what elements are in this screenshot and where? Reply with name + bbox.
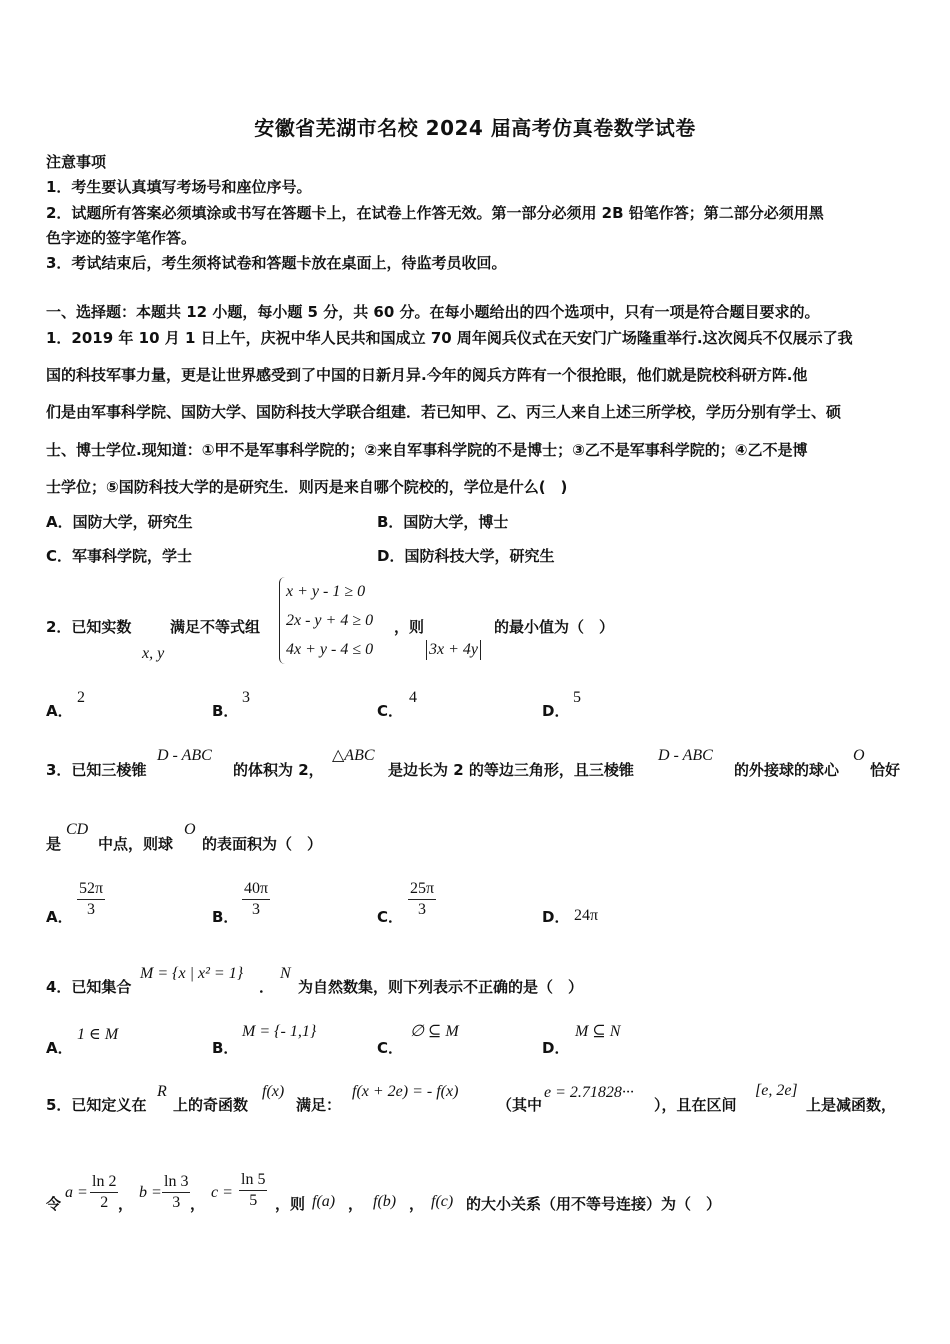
q3-segment: CD (66, 821, 89, 838)
q4-option-c-label: C． (377, 1039, 404, 1057)
q4-option-a-value: 1 ∈ M (77, 1026, 119, 1043)
q1-option-a: A．国防大学，研究生 (46, 513, 193, 531)
q2-abs-expression: 3x + 4y (426, 640, 481, 660)
q3-pyramid-2: D - ABC (658, 747, 713, 764)
q2-option-a-value: 2 (77, 689, 85, 706)
q4-option-d-label: D． (542, 1039, 570, 1057)
q2-inequality-system (279, 577, 373, 664)
q1-line: 士学位；⑤国防科技大学的是研究生．则丙是来自哪个院校的，学位是什么( ) (46, 478, 568, 496)
q3-option-c-label: C． (377, 908, 404, 926)
q5-b-lhs: b = (139, 1184, 162, 1201)
q5-a-lhs: a = (65, 1184, 88, 1201)
q5-c-fraction (239, 1170, 267, 1211)
q2-stem-a: 2．已知实数 (46, 618, 132, 636)
q5-c-denominator: 5 (249, 1192, 258, 1209)
q1-line: 国的科技军事力量，更是让世界感受到了中国的日新月异.今年的阅兵方阵有一个很抢眼，他们就是院校科研方阵.他 (46, 366, 808, 384)
q2-option-c-label: C． (377, 702, 404, 720)
q3-line2-a: 是 (46, 835, 62, 853)
q5-reals: R (157, 1083, 167, 1100)
notice-item: 3．考试结束后，考生须将试卷和答题卡放在桌面上，待监考员收回。 (46, 254, 507, 272)
q5-comma: ， (409, 1195, 425, 1213)
q5-interval: [e, 2e] (755, 1082, 798, 1099)
q1-line: 们是由军事科学院、国防大学、国防科技大学联合组建．若已知甲、乙、丙三人来自上述三所学校，学历分别有学士、硕 (46, 403, 842, 421)
q2-stem-c: ，则 (394, 618, 425, 636)
q4-stem-a: 4．已知集合 (46, 978, 132, 996)
q5-b-fraction (162, 1172, 190, 1213)
q4-option-b-label: B． (212, 1039, 239, 1057)
q5-functional-equation: f(x + 2e) = - f(x) (352, 1083, 459, 1100)
q5-comma: ， (348, 1195, 364, 1213)
q5-fb: f(b) (373, 1193, 397, 1210)
q5-stem-f: 上是减函数， (806, 1096, 897, 1114)
q4-set-definition: M = {x | x² = 1} (140, 965, 244, 982)
section-heading: 一、选择题：本题共 12 小题，每小题 5 分，共 60 分。在每小题给出的四个选项中，只有一项是符合题目要求的。 (46, 303, 820, 321)
q1-option-d: D．国防科技大学，研究生 (377, 547, 555, 565)
q4-natural-set: N (280, 965, 291, 982)
q3-pyramid: D - ABC (157, 747, 212, 764)
page-title: 安徽省芜湖市名校 2024 届高考仿真卷数学试卷 (254, 116, 696, 140)
q3-option-d-label: D． (542, 908, 570, 926)
q5-then: ，则 (275, 1195, 306, 1213)
q1-line: 士、博士学位.现知道：①甲不是军事科学院的；②来自军事科学院的不是博士；③乙不是军事科学院的；④乙不是博 (46, 441, 808, 459)
q3-stem-d: 的外接球的球心 (734, 761, 840, 779)
q5-stem-c: 满足： (296, 1096, 342, 1114)
q5-stem-a: 5．已知定义在 (46, 1096, 147, 1114)
q5-a-numerator: ln 2 (90, 1172, 118, 1193)
q4-option-b-value: M = {- 1,1} (242, 1023, 317, 1040)
q3-stem-a: 3．已知三棱锥 (46, 761, 147, 779)
q5-fc: f(c) (431, 1193, 454, 1210)
q5-c-lhs: c = (211, 1184, 233, 1201)
q4-stem-c: 为自然数集，则下列表示不正确的是（ ） (298, 978, 584, 996)
q5-b-numerator: ln 3 (162, 1172, 190, 1193)
q2-option-c-value: 4 (409, 689, 417, 706)
q2-option-b-value: 3 (242, 689, 250, 706)
q5-a-fraction (90, 1172, 118, 1213)
q3-line2-b: 中点，则球 (98, 835, 174, 853)
q3-stem-e: 恰好 (870, 761, 901, 779)
q5-b-denominator: 3 (172, 1194, 181, 1211)
q3-option-b-label: B． (212, 908, 239, 926)
q5-tail: 的大小关系（用不等号连接）为（ ） (466, 1195, 722, 1213)
q3-option-b-numerator: 40π (242, 879, 270, 900)
q4-option-d-value: M ⊆ N (575, 1023, 621, 1040)
q4-option-c-value: ∅ ⊆ M (410, 1023, 459, 1040)
q5-stem-d: （其中 (497, 1096, 543, 1114)
q2-option-d-label: D． (542, 702, 570, 720)
q3-sphere-center: O (853, 747, 865, 764)
q5-sep: ， (118, 1195, 134, 1213)
q2-option-a-label: A． (46, 702, 73, 720)
q2-inequality: 4x + y - 4 ≤ 0 (286, 641, 374, 658)
q5-function: f(x) (262, 1083, 285, 1100)
q1-line: 1．2019 年 10 月 1 日上午，庆祝中华人民共和国成立 70 周年阅兵仪式在天安门广场隆重举行.这次阅兵不仅展示了我 (46, 329, 853, 347)
q3-option-c-fraction (408, 879, 436, 920)
q3-option-c-denominator: 3 (418, 901, 427, 918)
q5-e-value: e = 2.71828··· (544, 1084, 634, 1101)
q5-line2-a: 令 (46, 1195, 62, 1213)
q3-option-c-numerator: 25π (408, 879, 436, 900)
q3-sphere: O (184, 821, 196, 838)
q2-option-b-label: B． (212, 702, 239, 720)
q3-line2-c: 的表面积为（ ） (202, 835, 323, 853)
q4-option-a-label: A． (46, 1039, 73, 1057)
q1-option-b: B．国防大学，博士 (377, 513, 509, 531)
q2-option-d-value: 5 (573, 689, 581, 706)
notice-item: 2．试题所有答案必须填涂或书写在答题卡上，在试卷上作答无效。第一部分必须用 2B 铅笔作答；第二部分必须用黑 (46, 204, 824, 222)
q2-stem-d: 的最小值为（ ） (494, 618, 615, 636)
q3-option-b-denominator: 3 (252, 901, 261, 918)
q3-option-a-numerator: 52π (77, 879, 105, 900)
q3-option-d-value: 24π (574, 907, 599, 924)
q3-option-a-denominator: 3 (87, 901, 96, 918)
q3-option-b-fraction (242, 879, 270, 920)
notice-heading: 注意事项 (46, 153, 107, 171)
q2-inequality: 2x - y + 4 ≥ 0 (286, 612, 374, 629)
q3-option-a-fraction (77, 879, 105, 920)
q5-stem-e: ），且在区间 (654, 1096, 737, 1114)
q2-inequality: x + y - 1 ≥ 0 (286, 583, 366, 600)
q3-triangle: △ABC (332, 747, 375, 764)
q5-c-numerator: ln 5 (239, 1170, 267, 1191)
q3-stem-c: 是边长为 2 的等边三角形，且三棱锥 (388, 761, 634, 779)
q1-option-c: C．军事科学院，学士 (46, 547, 193, 565)
q2-vars: x, y (142, 645, 165, 662)
q3-stem-b: 的体积为 2， (233, 761, 324, 779)
q5-a-denominator: 2 (100, 1194, 109, 1211)
q5-fa: f(a) (312, 1193, 336, 1210)
q4-stem-b: ． (259, 978, 275, 996)
q5-stem-b: 上的奇函数 (173, 1096, 249, 1114)
q3-option-a-label: A． (46, 908, 73, 926)
q5-sep: ， (190, 1195, 206, 1213)
notice-item: 1．考生要认真填写考场号和座位序号。 (46, 178, 312, 196)
q2-stem-b: 满足不等式组 (170, 618, 261, 636)
notice-item: 色字迹的签字笔作答。 (46, 229, 197, 247)
